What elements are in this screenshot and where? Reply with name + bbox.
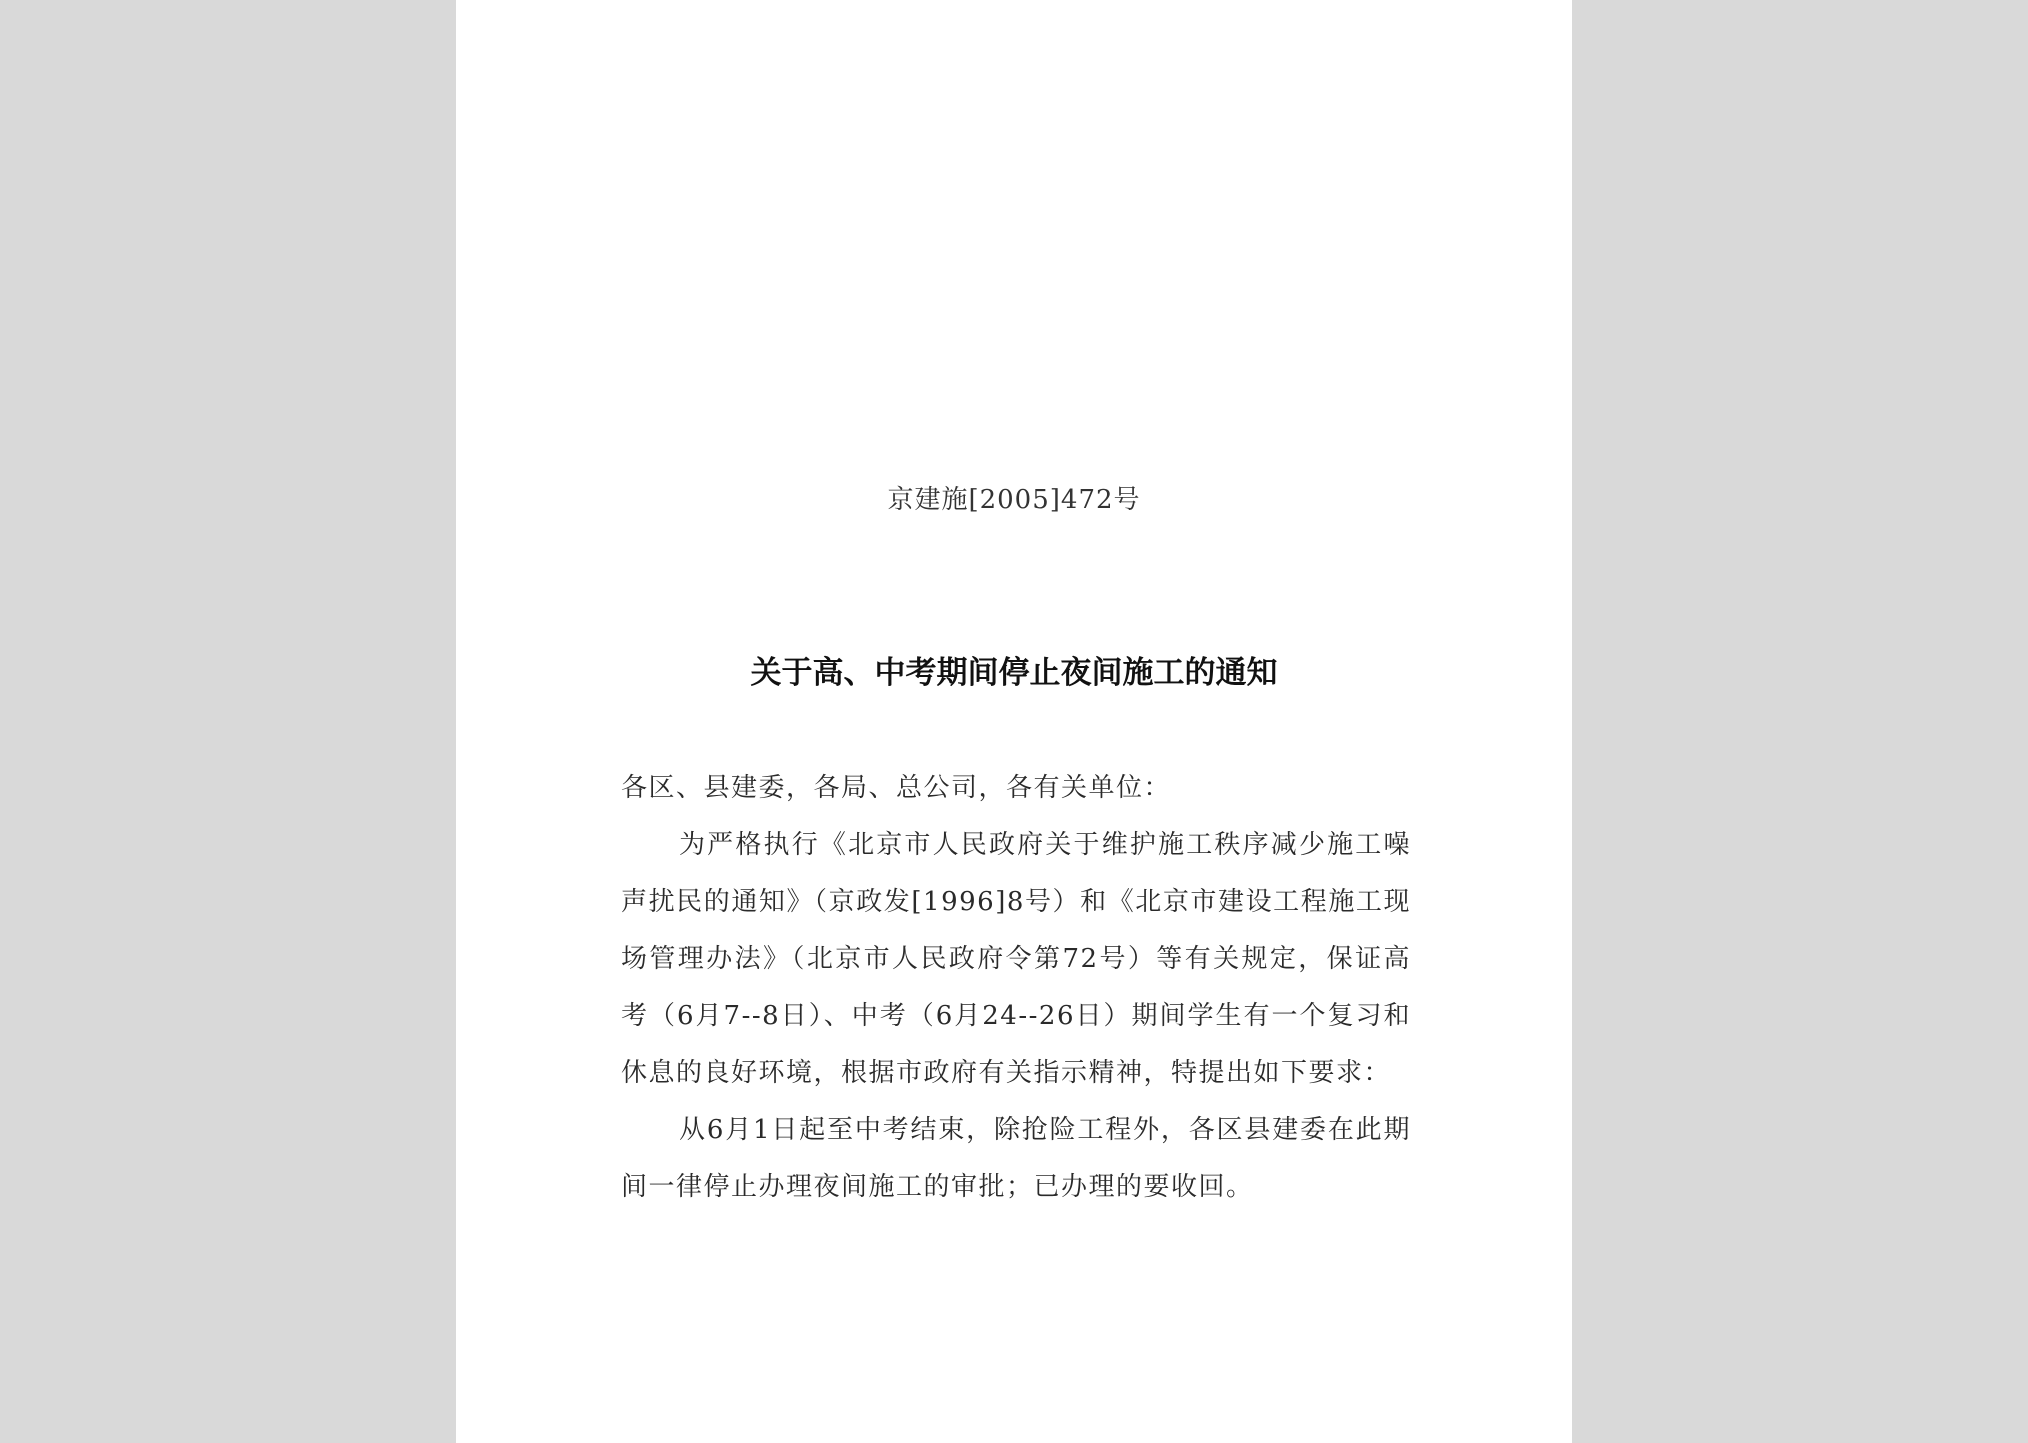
document-title: 关于高、中考期间停止夜间施工的通知 — [750, 655, 1278, 691]
document-body — [621, 760, 1411, 1216]
document-page — [456, 0, 1572, 1443]
paragraph-2: 从6月1日起至中考结束，除抢险工程外，各区县建委在此期间一律停止办理夜间施工的审批；已办理的要收回。 — [621, 1115, 1411, 1202]
document-number: 京建施[2005]472号 — [887, 485, 1141, 515]
paragraph-1: 为严格执行《北京市人民政府关于维护施工秩序减少施工噪声扰民的通知》（京政发[1996]8号）和《北京市建设工程施工现场管理办法》（北京市人民政府令第72号）等有关规定，保证高考（6月7--8日）、中考（6月24--26日）期间学生有一个复习和休息的良好环境，根据市政府有关指示精神，特提出如下要求： — [621, 830, 1411, 1088]
salutation: 各区、县建委，各局、总公司，各有关单位： — [621, 773, 1172, 803]
